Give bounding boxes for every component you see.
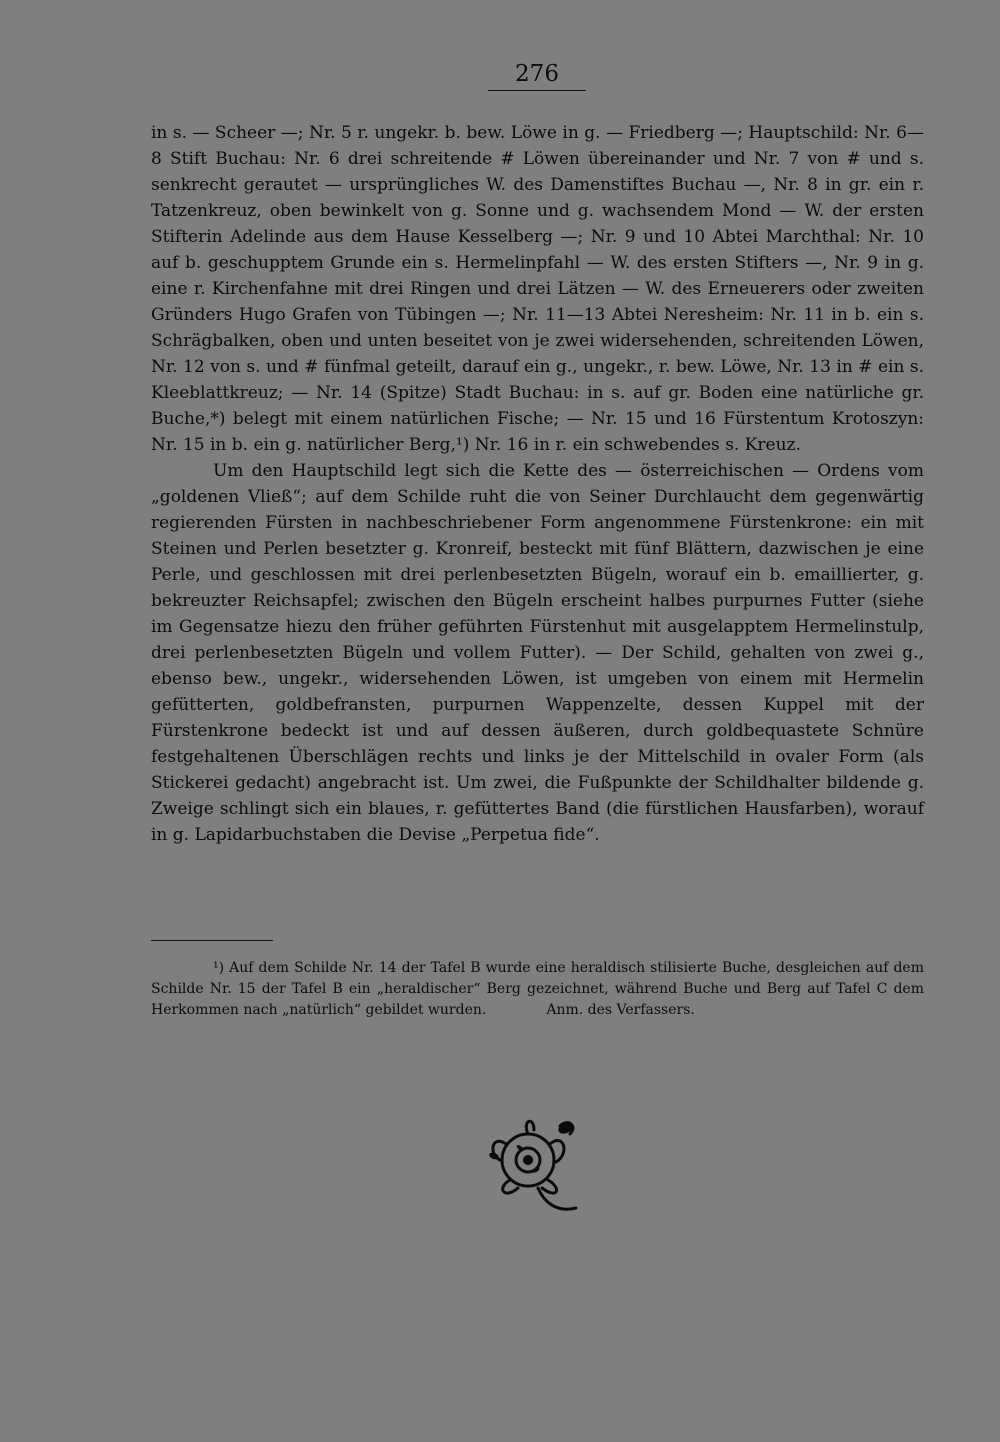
footnote-rule: [151, 940, 273, 941]
main-text: [151, 120, 924, 848]
footnote: [151, 958, 924, 1021]
page-header: [488, 60, 586, 91]
floral-vignette-icon: [476, 1108, 586, 1228]
paragraph-1: in s. — Scheer —; Nr. 5 r. ungekr. b. bew. Löwe in g. — Friedberg —; Hauptschild: Nr. 6—8 Stift Buchau: Nr. 6 drei schreitende # Löwen übereinander und Nr. 7 von # und s. senkrecht gerautet — ursprüngliches W. des Damenstiftes Buchau —, Nr. 8 in gr. ein r. Tatzenkreuz, oben bewinkelt von g. Sonne und g. wachsendem Mond — W. der ersten Stifterin Adelinde aus dem Hause Kesselberg —; Nr. 9 und 10 Abtei Marchthal: Nr. 10 auf b. geschupptem Grunde ein s. Hermelinpfahl — W. des ersten Stifters —, Nr. 9 in g. eine r. Kirchenfahne mit drei Ringen und drei Lätzen — W. des Erneuerers oder zweiten Gründers Hugo Grafen von Tübingen —; Nr. 11—13 Abtei Neresheim: Nr. 11 in b. ein s. Schrägbalken, oben und unten beseitet von je zwei widersehenden, schreitenden Löwen, Nr. 12 von s. und # fünfmal geteilt, darauf ein g., ungekr., r. bew. Löwe, Nr. 13 in # ein s. Kleeblattkreuz; — Nr. 14 (Spitze) Stadt Buchau: in s. auf gr. Boden eine natürliche gr. Buche,*) belegt mit einem natürlichen Fische; — Nr. 15 und 16 Fürstentum Krotoszyn: Nr. 15 in b. ein g. natürlicher Berg,¹) Nr. 16 in r. ein schwebendes s. Kreuz.: [151, 123, 924, 455]
footnote-text: ¹) Auf dem Schilde Nr. 14 der Tafel B wurde eine heraldisch stilisierte Buche, desgleichen auf dem Schilde Nr. 15 der Tafel B ein „heraldischer“ Berg gezeichnet, während Buche und Berg auf Tafel C dem Herkommen nach „natürlich“ gebildet wurden.: [151, 960, 924, 1018]
header-rule: [488, 90, 586, 91]
footnote-author: Anm. des Verfassers.: [546, 1002, 695, 1018]
paragraph-2: Um den Hauptschild legt sich die Kette des — österreichischen — Ordens vom „goldenen Vließ“; auf dem Schilde ruht die von Seiner Durchlaucht dem gegenwärtig regierenden Fürsten in nachbeschriebener Form angenommene Fürstenkrone: ein mit Steinen und Perlen besetzter g. Kronreif, besteckt mit fünf Blättern, dazwischen je eine Perle, und geschlossen mit drei perlenbesetzten Bügeln, worauf ein b. emaillierter, g. bekreuzter Reichsapfel; zwischen den Bügeln erscheint halbes purpurnes Futter (siehe im Gegensatze hiezu den früher geführten Fürstenhut mit ausgelapptem Hermelinstulp, drei perlenbesetzten Bügeln und vollem Futter). — Der Schild, gehalten von zwei g., ebenso bew., ungekr., widersehenden Löwen, ist umgeben von einem mit Hermelin gefütterten, goldbefransten, purpurnen Wappenzelte, dessen Kuppel mit der Fürstenkrone bedeckt ist und auf dessen äußeren, durch goldbequastete Schnüre festgehaltenen Überschlägen rechts und links je der Mittelschild in ovaler Form (als Stickerei gedacht) angebracht ist. Um zwei, die Fußpunkte der Schildhalter bildende g. Zweige schlingt sich ein blaues, r. gefüttertes Band (die fürstlichen Hausfarben), worauf in g. Lapidarbuchstaben die Devise „Perpetua fide“.: [151, 461, 924, 845]
page-number: 276: [515, 61, 559, 87]
